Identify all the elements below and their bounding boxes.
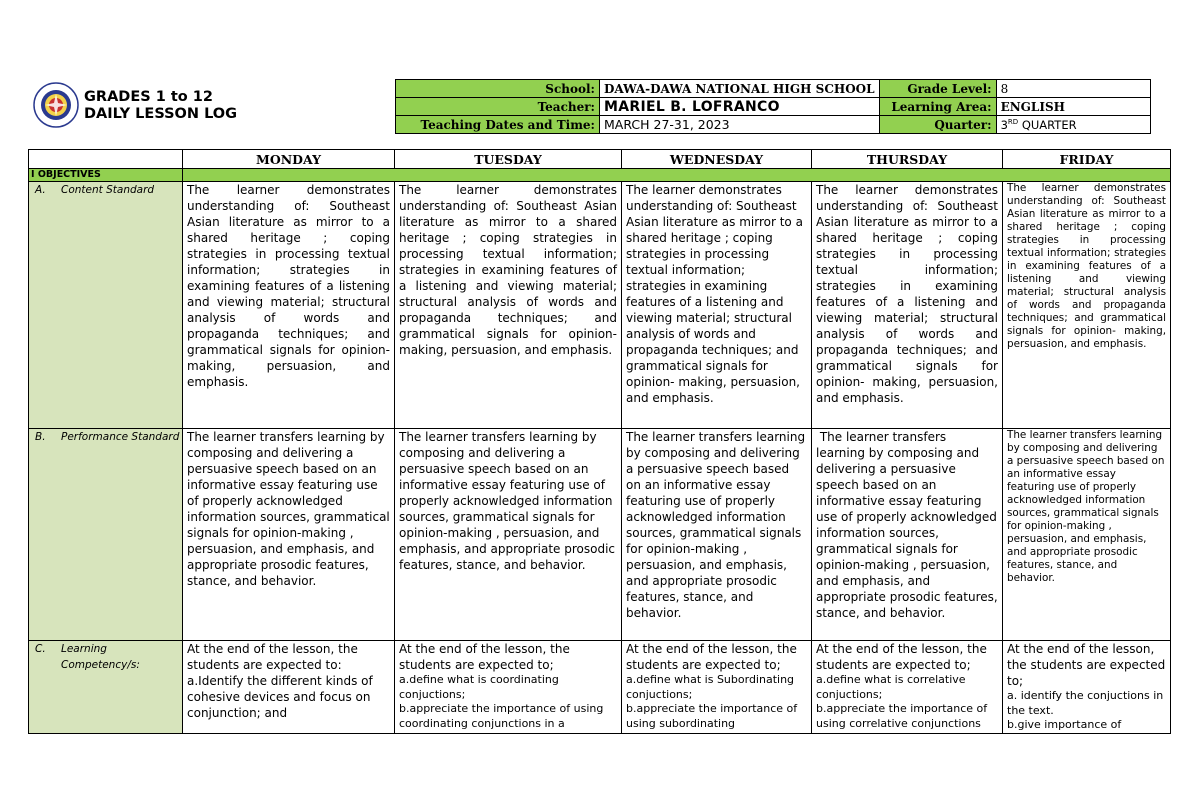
learning-area-value: ENGLISH (996, 98, 1150, 116)
cell-item: b.appreciate the importance of using coordinating conjunctions in a (399, 702, 604, 731)
cell-text: The learner transfers learning by composing and delivering a persuasive speech based on an informative essay featuring use of properly acknowledged information sources, grammatical signals for opinion-making , persuasion, and emphasis, and appropriate prosodic features, stance, and behavior. (816, 430, 1002, 620)
school-label: School: (396, 80, 600, 98)
thursday-performance-standard (812, 429, 1003, 641)
cell-item: a.define what is correlative conjuctions; (816, 673, 966, 701)
cell-text: The learner demonstrates understanding of: Southeast Asian literature as mirror to a shared heritage ; coping strategies in processing textual information; strategies in examining features of a listening and viewing material; structural analysis of words and propaganda techniques; and grammatical signals for opinion- making, persuasion, and emphasis. (1007, 182, 1166, 350)
corner-cell (29, 150, 183, 169)
learning-area-label: Learning Area: (879, 98, 996, 116)
day-header-tuesday: TUESDAY (395, 150, 622, 169)
cell-text: The learner demonstrates understanding of: Southeast Asian literature as mirror to a shared heritage ; coping strategies in processing textual information; strategies in examining features of a listening and viewing material; structural analysis of words and propaganda techniques; and grammatical signals for opinion- making, persuasion, and emphasis. (626, 183, 803, 405)
objectives-label: I OBJECTIVES (29, 169, 183, 182)
cell-item: b.appreciate the importance of using correlative conjunctions (816, 702, 988, 731)
day-header-monday: MONDAY (183, 150, 395, 169)
quarter-number: 3 (1000, 117, 1008, 132)
cell-item: a. identify the conjuctions in the text. (1007, 689, 1164, 717)
row-letter: A. (35, 184, 46, 196)
quarter-word: QUARTER (1021, 117, 1077, 132)
quarter-label: Quarter: (879, 116, 996, 134)
cell-text: The learner transfers learning by composing and delivering a persuasive speech based on an informative essay featuring use of properly acknowledged information sources, grammatical signals for opinion-making , persuasion, and emphasis, and appropriate prosodic features, stance, and behavior. (626, 430, 806, 620)
document-title (84, 89, 237, 123)
monday-content-standard (183, 182, 395, 429)
dates-value: MARCH 27-31, 2023 (600, 116, 880, 134)
cell-item: a.define what is coordinating conjuctions; (399, 673, 559, 701)
wednesday-learning-competency (622, 641, 812, 734)
row-label-learning-competency (29, 641, 183, 734)
wednesday-performance-standard (622, 429, 812, 641)
cell-text: The learner transfers learning by composing and delivering a persuasive speech based on an informative essay featuring use of properly acknowledged information sources, grammatical signals for opinion-making , persuasion, and emphasis, and appropriate prosodic features, stance, and behavior. (399, 430, 616, 572)
cell-item: a.define what is Subordinating conjuctions; (626, 673, 795, 701)
grade-level-value: 8 (996, 80, 1150, 98)
cell-text: The learner transfers learning by composing and delivering a persuasive speech based on an informative essay featuring use of properly acknowledged information sources, grammatical signals for opinion-making , persuasion, and emphasis, and appropriate prosodic features, stance, and behavior. (187, 430, 390, 588)
row-label-content-standard (29, 182, 183, 429)
cell-intro: At the end of the lesson, the students are expected to; (1007, 642, 1166, 688)
grade-level-label: Grade Level: (879, 80, 996, 98)
table-row (29, 429, 1171, 641)
school-value: DAWA-DAWA NATIONAL HIGH SCHOOL (600, 80, 880, 98)
cell-text: The learner demonstrates understanding of: Southeast Asian literature as mirror to a shared heritage ; coping strategies in processing textual information; strategies in examining features of a listening and viewing material; structural analysis of words and propaganda techniques; and grammatical signals for opinion- making, persuasion, and emphasis. (816, 183, 998, 405)
cell-intro: At the end of the lesson, the students are expected to; (399, 642, 570, 672)
title-line-2: DAILY LESSON LOG (84, 106, 238, 122)
quarter-suffix: RD (1007, 117, 1019, 126)
row-letter: C. (35, 643, 46, 655)
row-label-text: Content Standard (61, 184, 155, 196)
lesson-table (28, 149, 1171, 734)
row-letter: B. (35, 431, 46, 443)
quarter-value (996, 116, 1150, 134)
cell-intro: At the end of the lesson, the students are expected to; (626, 642, 797, 672)
cell-intro: At the end of the lesson, the students are expected to; (816, 642, 987, 672)
info-table (395, 79, 1151, 134)
friday-performance-standard (1003, 429, 1171, 641)
table-row (29, 641, 1171, 734)
friday-content-standard (1003, 182, 1171, 429)
deped-seal-icon (33, 82, 79, 128)
cell-item: a.Identify the different kinds of cohesive devices and focus on conjunction; and (187, 674, 373, 720)
teacher-value: MARIEL B. LOFRANCO (600, 98, 880, 116)
row-label-performance-standard (29, 429, 183, 641)
objectives-band (183, 169, 1171, 182)
day-header-thursday: THURSDAY (812, 150, 1003, 169)
dates-label: Teaching Dates and Time: (396, 116, 600, 134)
wednesday-content-standard (622, 182, 812, 429)
title-line-1: GRADES 1 to 12 (84, 89, 213, 105)
day-header-friday: FRIDAY (1003, 150, 1171, 169)
teacher-label: Teacher: (396, 98, 600, 116)
row-label-text: Learning Competency/s: (61, 643, 140, 671)
cell-item: b.give importance of (1007, 718, 1122, 732)
cell-text: The learner demonstrates understanding of: Southeast Asian literature as mirror to a shared heritage ; coping strategies in processing textual information; strategies in examining features of a listening and viewing material; structural analysis of words and propaganda techniques; and grammatical signals for opinion- making, persuasion, and emphasis. (187, 183, 390, 389)
table-row (29, 182, 1171, 429)
cell-text: The learner demonstrates understanding of: Southeast Asian literature as mirror to a shared heritage ; coping strategies in processing textual information; strategies in examining features of a listening and viewing material; structural analysis of words and propaganda techniques; and grammatical signals for opinion- making, persuasion, and emphasis. (399, 183, 617, 357)
monday-learning-competency (183, 641, 395, 734)
thursday-learning-competency (812, 641, 1003, 734)
day-header-wednesday: WEDNESDAY (622, 150, 812, 169)
tuesday-performance-standard (395, 429, 622, 641)
thursday-content-standard (812, 182, 1003, 429)
cell-text: The learner transfers learning by composing and delivering a persuasive speech based on an informative essay featuring use of properly acknowledged information sources, grammatical signals for opinion-making , persuasion, and emphasis, and appropriate prosodic features, stance, and behavior. (1007, 429, 1165, 584)
row-label-text: Performance Standard (61, 431, 180, 443)
tuesday-learning-competency (395, 641, 622, 734)
cell-intro: At the end of the lesson, the students are expected to: (187, 642, 358, 672)
friday-learning-competency (1003, 641, 1171, 734)
cell-item: b.appreciate the importance of using subordinating (626, 702, 798, 731)
tuesday-content-standard (395, 182, 622, 429)
monday-performance-standard (183, 429, 395, 641)
